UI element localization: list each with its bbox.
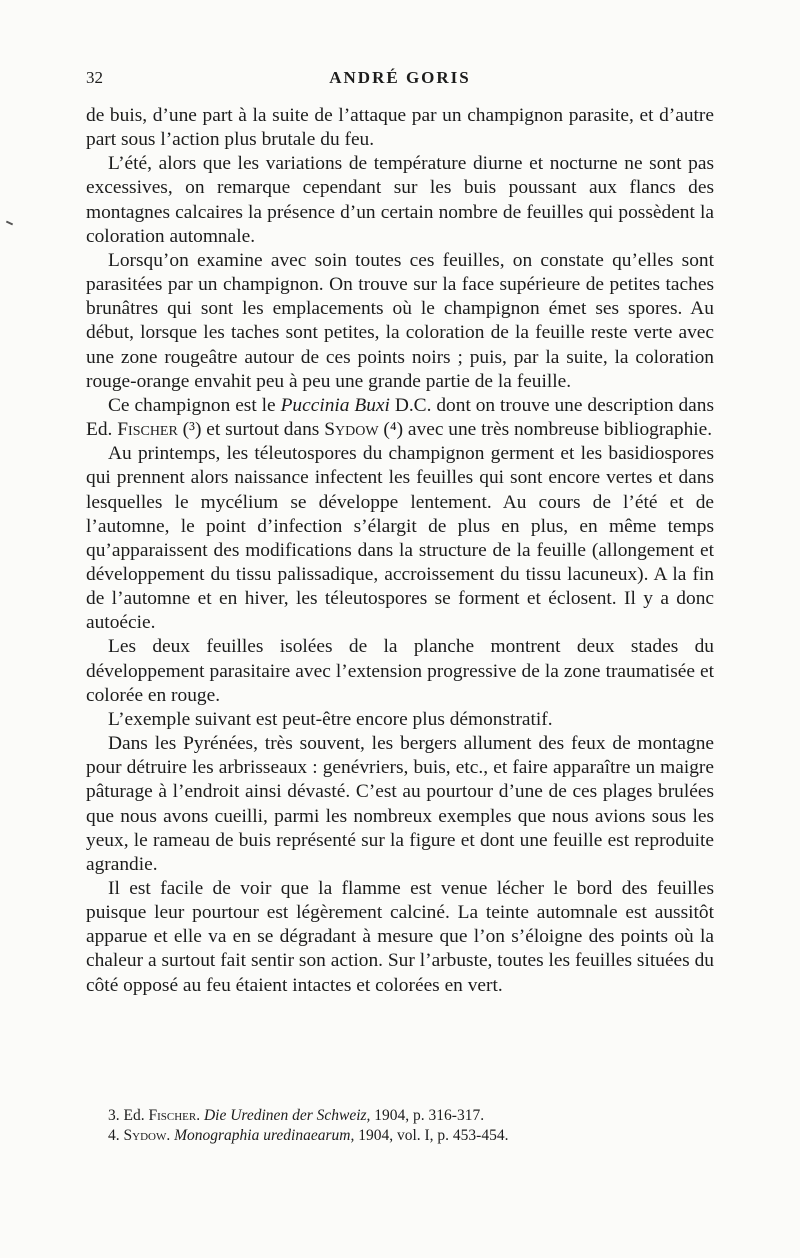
footnote-number: 3. bbox=[108, 1107, 120, 1124]
running-title: ANDRÉ GORIS bbox=[329, 68, 471, 87]
author-name: Fischer bbox=[117, 419, 178, 441]
paragraph: de buis, d’une part à la suite de l’attaque par un champignon parasite, et d’autre part sous l’action plus brutale du feu. bbox=[86, 105, 714, 151]
footnote bbox=[86, 1126, 714, 1146]
page-header bbox=[86, 68, 714, 94]
paragraph: Au printemps, les téleutospores du champignon germent et les basidiospores qui prennent alors naissance infectent les feuilles qui sont encore vertes et dans lesquelles le mycélium se développe lentement. Au cours de l’été et de l’automne, le point d’infection s’élargit de plus en plus, en même temps qu’apparaissent des modifications dans la structure de la feuille (allongement et développement du tissu palissadique, accroissement du tissu lacuneux). A la fin de l’automne et en hiver, les téleutospores se forment et éclosent. Il y a donc autoécie. bbox=[86, 443, 714, 634]
author-name: Sydow bbox=[324, 419, 379, 441]
paragraph: Lorsqu’on examine avec soin toutes ces feuilles, on constate qu’elles sont parasitées par un champignon. On trouve sur la face supérieure de petites taches brunâtres qui sont les emplacements où le champignon émet ses spores. Au début, lorsque les taches sont petites, la coloration de la feuille reste verte avec une zone rougeâtre autour de ces points noirs ; puis, par la suite, la coloration rouge-orange envahit peu à peu une grande partie de la feuille. bbox=[86, 249, 714, 392]
body-text bbox=[86, 104, 714, 998]
paragraph: Il est facile de voir que la flamme est venue lécher le bord des feuilles puisque leur pourtour est légèrement calciné. La teinte automnale est aussitôt apparue et elle va en se dégradant à mesure que l’on s’éloigne des points où la chaleur a surtout fait sentir son action. Sur l’arbuste, toutes les feuilles situées du côté opposé au feu étaient intactes et colorées en vert. bbox=[86, 878, 714, 996]
text-run: D.C. dont on trouve une description dans Ed. bbox=[86, 394, 714, 441]
margin-mark bbox=[6, 221, 13, 226]
species-name: Puccinia Buxi bbox=[280, 394, 390, 416]
footnote-author-name: Sydow. bbox=[123, 1127, 171, 1144]
footnotes bbox=[86, 1106, 714, 1146]
footnote-title: Die Uredinen der Schweiz, bbox=[203, 1107, 371, 1124]
paragraph: L’exemple suivant est peut-être encore plus démonstratif. bbox=[108, 708, 553, 730]
footnote-number: 4. bbox=[108, 1127, 120, 1144]
paragraph: Dans les Pyrénées, très souvent, les bergers allument des feux de montagne pour détruire les arbrisseaux : genévriers, buis, etc., et faire apparaître un maigre pâturage à l’endroit ainsi dévasté. C’est au pourtour d’une de ces plages brulées que nous avons cueilli, parmi les nombreux exemples que nous avions sous les yeux, le rameau de buis représenté sur la figure et dont une feuille est reproduite agrandie. bbox=[86, 733, 714, 875]
text-run: (⁴) avec une très nombreuse bibliographie. bbox=[378, 419, 713, 441]
text-run: Ce champignon est le bbox=[108, 394, 281, 416]
paragraph bbox=[86, 394, 714, 442]
text-run: (³) et surtout dans bbox=[177, 419, 325, 441]
footnote-author-name: Fischer. bbox=[148, 1107, 201, 1124]
footnote-title: Monographia uredinaearum, bbox=[174, 1127, 355, 1144]
footnote-author: Ed. bbox=[123, 1107, 149, 1124]
paragraph: L’été, alors que les variations de température diurne et nocturne ne sont pas excessives, on remarque cependant sur les buis poussant aux flancs des montagnes calcaires la présence d’un certain nombre de feuilles qui possèdent la coloration automnale. bbox=[86, 153, 714, 247]
footnote bbox=[86, 1106, 714, 1126]
page-number: 32 bbox=[86, 68, 103, 87]
paragraph: Les deux feuilles isolées de la planche montrent deux stades du développement parasitaire avec l’extension progressive de la zone traumatisée et colorée en rouge. bbox=[86, 636, 714, 706]
footnote-details: 1904, vol. I, p. 453-454. bbox=[354, 1127, 509, 1144]
footnote-details: 1904, p. 316-317. bbox=[370, 1107, 485, 1124]
